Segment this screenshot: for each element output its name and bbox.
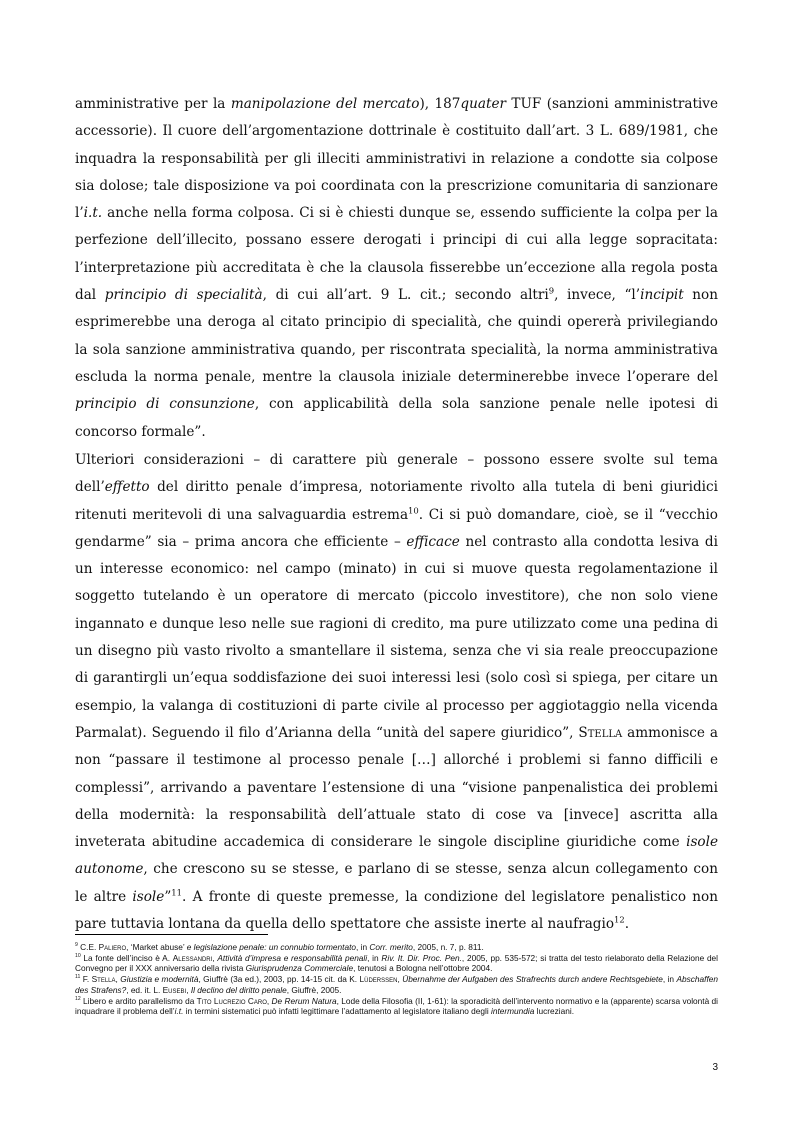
italic-run: Attività d’impresa e responsabilità penali bbox=[217, 952, 368, 963]
text-run: , ‘Market abuse’ bbox=[126, 942, 187, 952]
text-run: , in bbox=[356, 942, 370, 952]
italic-run: Abschaffen des Strafens? bbox=[75, 974, 718, 995]
text-run: , invece, “l’ bbox=[554, 287, 641, 304]
author-name: Alessandri bbox=[172, 952, 213, 963]
text-run: , bbox=[266, 995, 272, 1006]
text-run: , bbox=[212, 952, 218, 963]
text-run: ” bbox=[164, 888, 172, 905]
text-run: . A fronte di queste premesse, la condizione del legislatore penalistico non pare tuttavia lontana da quella dello spettatore che assiste inerte al naufragio bbox=[75, 888, 718, 933]
text-run: ammonisce a non “passare il testimone al processo penale […] allorché i problemi si fanno difficili e complessi”, arrivando a paventare l’estensione di una “visione panpenalistica dei problemi della modernità: la responsabilità dell’attuale stato di cose va [invece] ascritta alla inveterata abitudine accademica di considerare le singole discipline giuridiche come bbox=[75, 724, 718, 851]
italic-run: intermundia bbox=[491, 1006, 535, 1017]
text-run: Libero e ardito parallelismo da bbox=[80, 995, 197, 1006]
text-run: C.E. bbox=[77, 942, 99, 952]
page-number: 3 bbox=[712, 1062, 718, 1073]
footnote-reference: 12 bbox=[75, 995, 81, 1002]
text-run: F. bbox=[80, 974, 92, 985]
body-paragraph-1 bbox=[75, 91, 718, 446]
text-run: , in bbox=[662, 974, 677, 985]
text-run: , bbox=[397, 974, 403, 985]
italic-run: Giurisprudenza Commerciale bbox=[245, 963, 354, 974]
author-name: Stella bbox=[91, 974, 116, 985]
author-name: Tito Lucrezio Caro bbox=[196, 995, 267, 1006]
text-run: amministrative per la bbox=[75, 96, 231, 112]
text-run: , in bbox=[367, 952, 382, 963]
text-run: , bbox=[186, 984, 191, 995]
italic-run: e legislazione penale: un connubio tormentato bbox=[186, 942, 357, 952]
text-run: ), 187 bbox=[419, 96, 461, 112]
italic-run: principio di specialità bbox=[104, 287, 263, 304]
footnote-9 bbox=[75, 942, 718, 953]
text-run: lucreziani. bbox=[534, 1006, 575, 1017]
author-name: Paliero bbox=[98, 942, 127, 952]
author-name: Lüderssen bbox=[359, 974, 398, 985]
footnotes bbox=[75, 942, 718, 1017]
text-run: , 2005, n. 7, p. 811. bbox=[412, 942, 484, 952]
text-run: , di cui all’art. 9 L. cit.; secondo altri bbox=[262, 287, 549, 304]
italic-run: incipit bbox=[640, 287, 684, 304]
text-run: , Giuffrè (3a ed.), 2003, pp. 14-15 cit. da K. bbox=[198, 974, 360, 985]
text-run: . Ci si può domandare, cioè, se il “vecchio gendarme” sia – prima ancora che efficiente – bbox=[75, 506, 718, 550]
footnote-reference: 11 bbox=[171, 887, 182, 898]
text-run: La fonte dell’inciso è A. bbox=[80, 952, 173, 963]
footnote-reference: 9 bbox=[548, 285, 555, 296]
text-run: non esprimerebbe una deroga al citato principio di specialità, che quindi opererà privilegiando la sola sanzione amministrativa quando, per riscontrata specialità, la norma amministrativa escluda la norma penale, mentre la clausola iniziale determinerebbe invece l’operare del bbox=[75, 287, 718, 385]
text-run: , tenutosi a Bologna nell’ottobre 2004. bbox=[353, 963, 493, 974]
text-run: , Lode della Filosofia (II, 1-61): la sporadicità dell’intervento normativo e la (apparente) scarsa volontà di inquadrare il problema dell’ bbox=[75, 995, 718, 1017]
footnote-12 bbox=[75, 996, 718, 1017]
italic-run: effetto bbox=[104, 479, 150, 496]
text-run: . bbox=[624, 916, 630, 933]
italic-run: isole autonome bbox=[75, 834, 718, 878]
text-run: TUF (sanzioni amministrative accessorie). Il cuore dell’argomentazione dottrinale è costituito dall’art. 3 L. 689/1981, che inquadra la responsabilità per gli illeciti amministrativi in relazione a condotte sia colpose sia dolose; tale disposizione va poi coordinata con la prescrizione comunitaria di sanzionare l’ bbox=[75, 96, 718, 222]
text-run: nel contrasto alla condotta lesiva di un interesse economico: nel campo (minato) in cui si muove questa regolamentazione il soggetto tutelando è un operatore di mercato (piccolo investitore), che non solo viene ingannato e dunque leso nelle sue ragioni di credito, ma pure utilizzato come una pedina di un disegno più vasto rivolto a smantellare il sistema, senza che vi sia reale preoccupazione di garantirgli un’equa soddisfazione dei suoi interessi lesi (solo così si spiega, per citare un esempio, la valanga di costituzioni di parte civile al processo per aggiotaggio nella vicenda Parmalat). Seguendo il filo d’Arianna della “unità del sapere giuridico”, bbox=[75, 533, 718, 741]
italic-run: efficace bbox=[406, 533, 460, 550]
italic-run: De Rerum Natura bbox=[271, 995, 337, 1006]
italic-run: Riv. It. Dir. Proc. Pen. bbox=[381, 952, 462, 963]
italic-run: Corr. merito bbox=[369, 942, 413, 952]
footnote-10 bbox=[75, 953, 718, 974]
text-run: anche nella forma colposa. Ci si è chiesti dunque se, essendo sufficiente la colpa per la perfezione dell’illecito, possano essere derogati i principi di cui alla legge sopracitata: l’interpretazione più accreditata è che la clausola fisserebbe un’eccezione alla regola posta dal bbox=[75, 205, 718, 304]
italic-run: isole bbox=[132, 888, 165, 905]
italic-run: principio di consunzione bbox=[75, 396, 255, 413]
italic-run: Il declino del diritto penale bbox=[190, 984, 287, 995]
footnote-11 bbox=[75, 974, 718, 995]
author-name: Eusebi bbox=[162, 984, 187, 995]
italic-run: i.t. bbox=[174, 1006, 184, 1017]
italic-run: Übernahme der Aufgaben des Strafrechts durch andere Rechtsgebiete bbox=[402, 974, 663, 985]
text-run: Ulteriori considerazioni – di carattere più generale – possono essere svolte sul tema dell’ bbox=[75, 452, 718, 496]
text-run: , 2005, pp. 535-572; si tratta del testo rielaborato della Relazione del Convegno per il XXX anniversario della rivista bbox=[75, 952, 719, 974]
text-run: , che crescono su se stesse, e parlano di se stesse, senza alcun collegamento con le altre bbox=[75, 861, 718, 905]
text-run: del diritto penale d’impresa, notoriamente rivolto alla tutela di beni giuridici ritenuti meritevoli di una salvaguardia estrema bbox=[75, 479, 718, 523]
text-run: , con applicabilità della sola sanzione penale nelle ipotesi di concorso formale”. bbox=[75, 396, 718, 440]
italic-run: i.t. bbox=[83, 205, 103, 222]
italic-run: manipolazione del mercato bbox=[230, 96, 420, 112]
author-name: Stella bbox=[578, 724, 623, 741]
footnote-reference: 10 bbox=[408, 505, 419, 516]
footnote-reference: 12 bbox=[614, 914, 625, 925]
text-run: , bbox=[115, 974, 121, 985]
text-run: in termini sistematici può infatti legittimare l’adattamento al legislatore italiano degli bbox=[183, 1006, 491, 1017]
footnote-reference: 11 bbox=[75, 974, 81, 981]
footnote-reference: 10 bbox=[75, 952, 81, 959]
footnote-separator bbox=[75, 934, 268, 935]
italic-run: quater bbox=[460, 96, 506, 112]
text-run: , Giuffrè, 2005. bbox=[286, 984, 342, 995]
body-paragraph-2 bbox=[75, 447, 718, 938]
italic-run: Giustizia e modernità bbox=[120, 974, 199, 985]
footnote-reference: 9 bbox=[75, 942, 78, 949]
text-run: , ed. it. L. bbox=[126, 984, 163, 995]
